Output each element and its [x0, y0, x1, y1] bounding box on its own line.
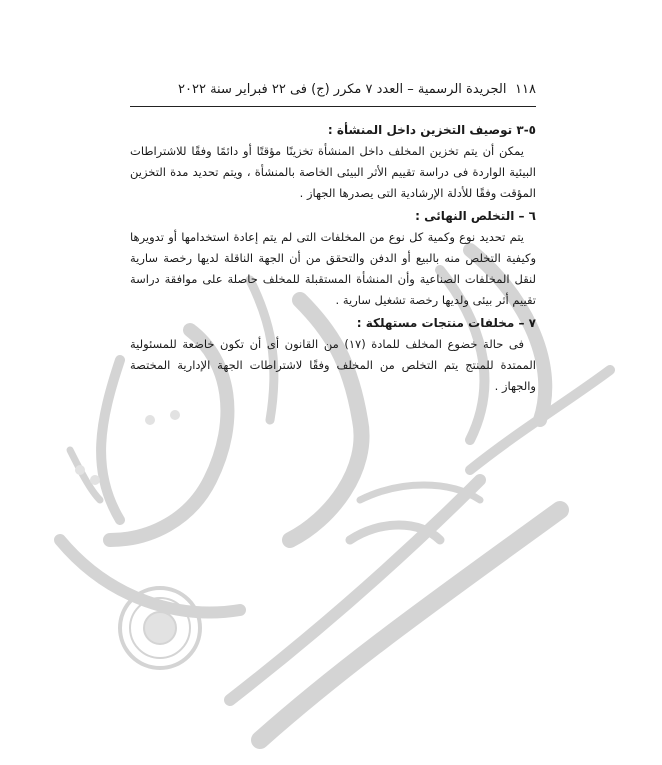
section-paragraph: يتم تحديد نوع وكمية كل نوع من المخلفات التى لم يتم إعادة استخدامها أو تدويرها وكيفية التخلص منه بالبيع أو الدفن والتحقق من أن الجهة الناقلة لديها رخصة سارية لنقل المخلفات الصناعية وأن المنشأة المستقبلة للمخلف حاصلة على موافقة دراسة تقييم أثر بيئى ولديها رخصة تشغيل سارية .: [130, 230, 536, 307]
section-heading: ٥-٣ توصيف التخزين داخل المنشأة :: [327, 123, 536, 137]
header-rule: [130, 106, 536, 107]
section-final-disposal: [130, 206, 536, 311]
section-paragraph: فى حالة خضوع المخلف للمادة (١٧) من القانون أى أن تكون خاضعة للمسئولية الممتدة للمنتج يتم التخلص من المخلف وفقًا لاشتراطات الجهة الإدارية المختصة والجهاز .: [130, 337, 536, 393]
section-heading: ٦ – التخلص النهائى :: [415, 209, 536, 223]
page-number: ١١٨: [515, 82, 536, 97]
section-heading: ٧ – مخلفات منتجات مستهلكة :: [356, 316, 536, 330]
section-consumer-products: [130, 313, 536, 397]
header-title: الجريدة الرسمية – العدد ٧ مكرر (ج) فى ٢٢ فبراير سنة ٢٠٢٢: [178, 82, 507, 97]
section-storage: [130, 120, 536, 204]
running-header: [130, 80, 536, 100]
page-content: [130, 120, 536, 399]
section-paragraph: يمكن أن يتم تخزين المخلف داخل المنشأة تخزينًا مؤقتًا أو دائمًا وفقًا للاشتراطات البيئية الواردة فى دراسة تقييم الأثر البيئى الخاصة بالمنشأة ، ويتم تحديد مدة التخزين المؤقت وفقًا للأدلة الإرشادية التى يصدرها الجهاز .: [130, 144, 536, 200]
